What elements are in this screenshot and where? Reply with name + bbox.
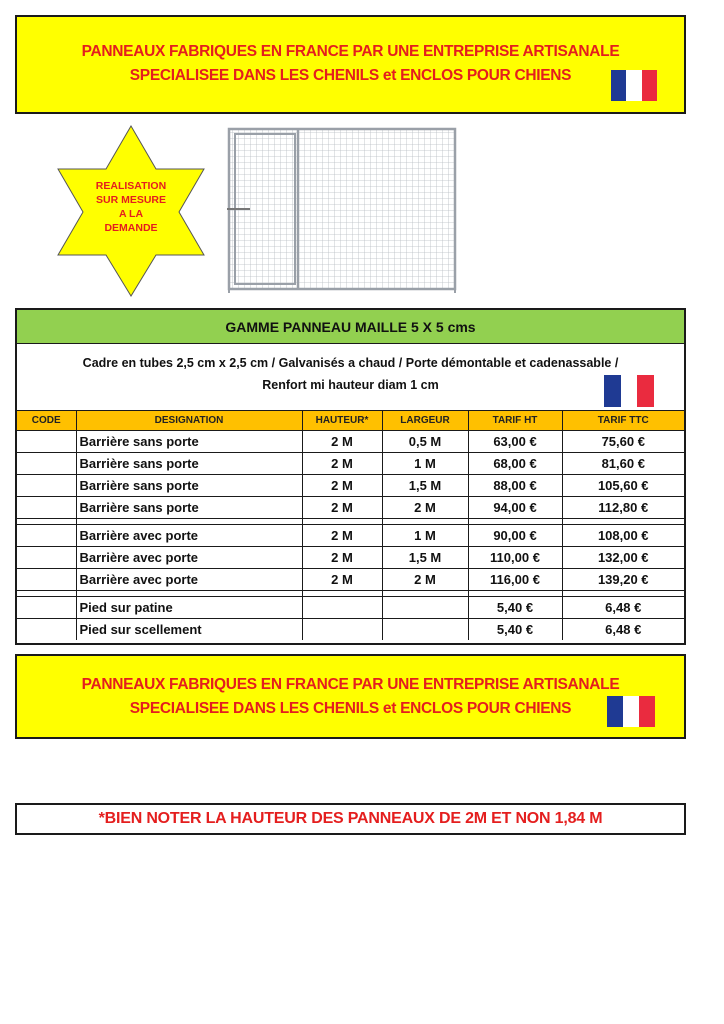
star-line: A LA [118, 208, 144, 220]
cell-tarif-ht: 88,00 € [468, 475, 562, 497]
table-row [17, 453, 684, 475]
cell-designation: Pied sur scellement [76, 619, 302, 641]
banner-line-1: PANNEAUX FABRIQUES EN FRANCE PAR UNE ENTREPRISE ARTISANALE [81, 43, 620, 60]
france-flag-icon [604, 375, 654, 407]
cell-code [17, 431, 76, 453]
cell-tarif-ht: 5,40 € [468, 619, 562, 641]
table-row [17, 525, 684, 547]
cell-code [17, 475, 76, 497]
price-table [17, 410, 684, 640]
cell-tarif-ht: 63,00 € [468, 431, 562, 453]
banner-line-2: SPECIALISEE DANS LES CHENILS et ENCLOS POUR CHIENS [129, 67, 572, 84]
description-line-2: Renfort mi hauteur diam 1 cm [262, 378, 439, 392]
product-price-table [15, 308, 686, 645]
cell-largeur [382, 597, 468, 619]
top-banner [15, 15, 686, 114]
cell-designation: Barrière sans porte [76, 431, 302, 453]
table-title: GAMME PANNEAU MAILLE 5 X 5 cms [17, 310, 684, 344]
column-header-tarif-ht: TARIF HT [468, 411, 562, 431]
height-note: *BIEN NOTER LA HAUTEUR DES PANNEAUX DE 2M ET NON 1,84 M [15, 803, 686, 835]
table-header-row [17, 411, 684, 431]
star-line: REALISATION [95, 180, 167, 192]
column-header-designation: DESIGNATION [76, 411, 302, 431]
cell-largeur: 1 M [382, 525, 468, 547]
cell-code [17, 525, 76, 547]
cell-largeur: 1,5 M [382, 475, 468, 497]
cell-hauteur: 2 M [302, 497, 382, 519]
cell-largeur [382, 619, 468, 641]
product-description [17, 344, 684, 410]
cell-tarif-ht: 90,00 € [468, 525, 562, 547]
gate-panel-image [226, 126, 458, 294]
banner-line-2: SPECIALISEE DANS LES CHENILS et ENCLOS POUR CHIENS [129, 700, 572, 717]
cell-designation: Barrière avec porte [76, 547, 302, 569]
cell-tarif-ttc: 75,60 € [562, 431, 684, 453]
column-header-hauteur: HAUTEUR* [302, 411, 382, 431]
table-row [17, 597, 684, 619]
table-row [17, 475, 684, 497]
table-row [17, 431, 684, 453]
cell-largeur: 0,5 M [382, 431, 468, 453]
description-line-1: Cadre en tubes 2,5 cm x 2,5 cm / Galvanisés a chaud / Porte démontable et cadenassable / [82, 356, 619, 370]
cell-hauteur [302, 597, 382, 619]
cell-largeur: 2 M [382, 569, 468, 591]
table-row [17, 619, 684, 641]
cell-hauteur: 2 M [302, 453, 382, 475]
cell-tarif-ht: 68,00 € [468, 453, 562, 475]
cell-code [17, 547, 76, 569]
cell-tarif-ttc: 108,00 € [562, 525, 684, 547]
table-row [17, 547, 684, 569]
star-line: DEMANDE [104, 222, 158, 234]
cell-largeur: 2 M [382, 497, 468, 519]
cell-designation: Barrière sans porte [76, 453, 302, 475]
cell-tarif-ttc: 6,48 € [562, 619, 684, 641]
gate-panel-icon [226, 126, 458, 294]
cell-tarif-ttc: 6,48 € [562, 597, 684, 619]
cell-code [17, 453, 76, 475]
cell-tarif-ttc: 81,60 € [562, 453, 684, 475]
cell-code [17, 497, 76, 519]
cell-hauteur: 2 M [302, 431, 382, 453]
cell-designation: Barrière sans porte [76, 497, 302, 519]
cell-designation: Pied sur patine [76, 597, 302, 619]
cell-tarif-ttc: 105,60 € [562, 475, 684, 497]
column-header-code: CODE [17, 411, 76, 431]
cell-code [17, 597, 76, 619]
cell-tarif-ttc: 139,20 € [562, 569, 684, 591]
column-header-tarif-ttc: TARIF TTC [562, 411, 684, 431]
table-row [17, 569, 684, 591]
cell-tarif-ttc: 112,80 € [562, 497, 684, 519]
bottom-banner [15, 654, 686, 739]
france-flag-icon [611, 70, 657, 101]
star-line: SUR MESURE [95, 194, 166, 206]
cell-hauteur [302, 619, 382, 641]
cell-designation: Barrière sans porte [76, 475, 302, 497]
star-badge-text [55, 179, 207, 235]
cell-largeur: 1,5 M [382, 547, 468, 569]
cell-largeur: 1 M [382, 453, 468, 475]
banner-line-1: PANNEAUX FABRIQUES EN FRANCE PAR UNE ENTREPRISE ARTISANALE [81, 676, 620, 693]
cell-designation: Barrière avec porte [76, 569, 302, 591]
cell-tarif-ht: 110,00 € [468, 547, 562, 569]
custom-made-star-badge [55, 124, 207, 298]
cell-hauteur: 2 M [302, 475, 382, 497]
cell-hauteur: 2 M [302, 525, 382, 547]
cell-code [17, 619, 76, 641]
cell-designation: Barrière avec porte [76, 525, 302, 547]
column-header-largeur: LARGEUR [382, 411, 468, 431]
cell-hauteur: 2 M [302, 569, 382, 591]
cell-tarif-ttc: 132,00 € [562, 547, 684, 569]
table-row [17, 497, 684, 519]
cell-tarif-ht: 94,00 € [468, 497, 562, 519]
france-flag-icon [607, 696, 655, 727]
cell-code [17, 569, 76, 591]
cell-tarif-ht: 116,00 € [468, 569, 562, 591]
cell-tarif-ht: 5,40 € [468, 597, 562, 619]
cell-hauteur: 2 M [302, 547, 382, 569]
